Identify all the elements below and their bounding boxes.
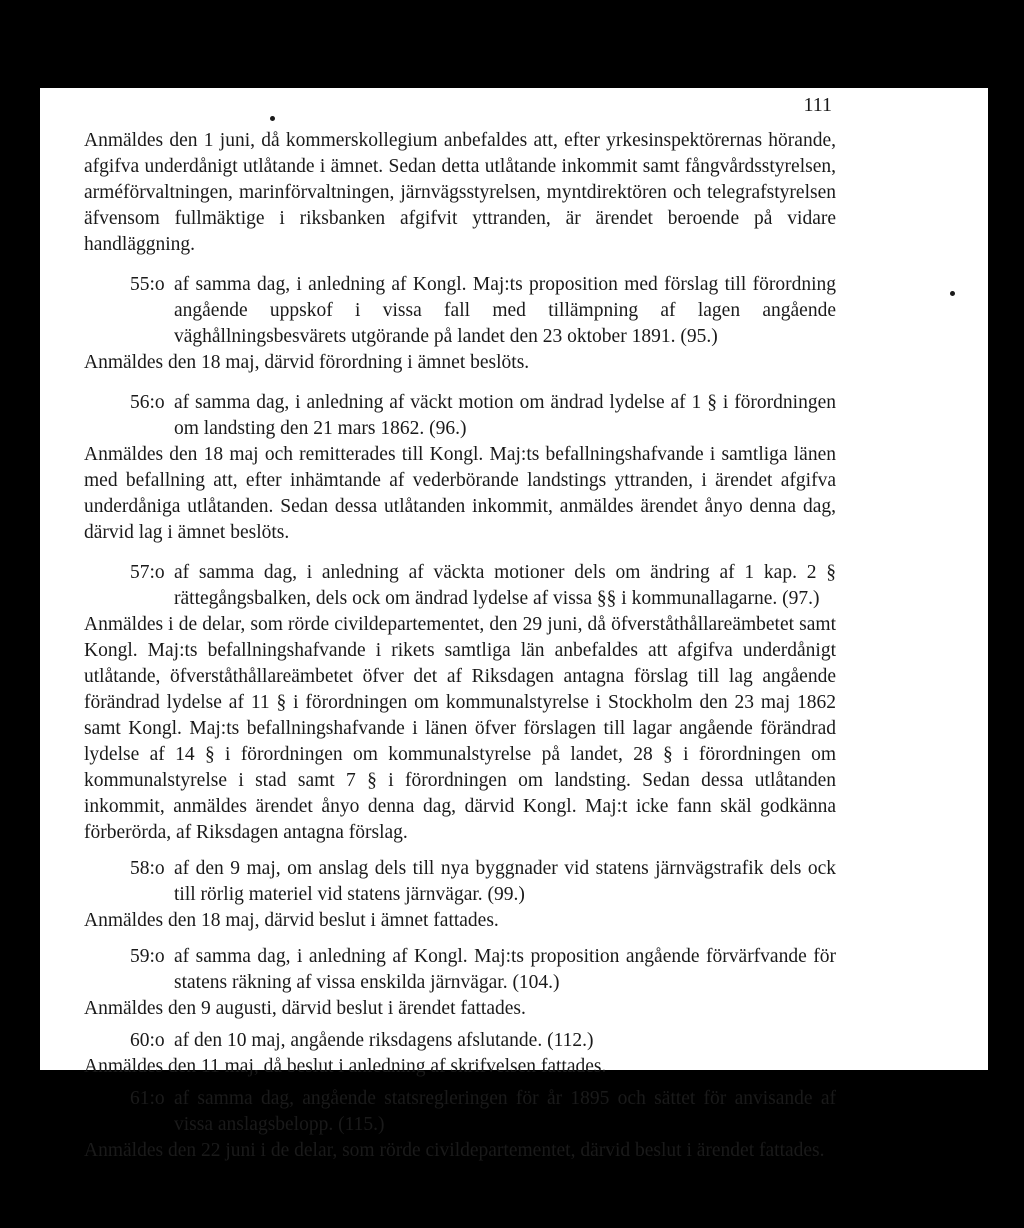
entry-number: 55:o	[130, 274, 165, 295]
paragraph: Anmäldes i de delar, som rörde civildepartementet, den 29 juni, då öfverståthållareämbetet samt Kongl. Maj:ts befallningshafvande i rikets samtliga län anbefaldes att afgifva underdånigt utlåtande, öfverståthållareämbetet öfver det af Riksdagen antagna förslag till lag angående förändrad lydelse af 11 § i förordningen om kommunalstyrelse i Stockholm den 23 maj 1862 samt Kongl. Maj:ts befallningshafvande i länen öfver förslagen till lagar angående förändrad lydelse af 14 § i förordningen om kommunalstyrelse på landet, 28 § i förordningen om kommunalstyrelse i stad samt 7 § i förordningen om landsting. Sedan dessa utlåtanden inkommit, anmäldes ärendet ånyo denna dag, därvid Kongl. Maj:t icke fann skäl godkänna förberörda, af Riksdagen antagna förslag.	[84, 614, 836, 843]
paragraph: Anmäldes den 18 maj och remitterades till Kongl. Maj:ts befallningshafvande i samtliga länen med befallning att, efter inhämtande af vederbörande landstings yttranden, i ärendet afgifva underdåniga utlåtanden. Sedan dessa utlåtanden inkommit, anmäldes ärendet ånyo denna dag, därvid lag i ämnet beslöts.	[84, 444, 836, 543]
entry-number: 60:o	[130, 1030, 165, 1051]
register-entry	[84, 1086, 836, 1138]
entry-text: af samma dag, i anledning af Kongl. Maj:ts proposition med förslag till förordning angående uppskof i vissa fall med tillämpning af lagen angående väghållningsbesvärets utgörande på landet den 23 oktober 1891. (95.)	[174, 274, 836, 347]
paragraph: Anmäldes den 9 augusti, därvid beslut i ärendet fattades.	[84, 998, 526, 1019]
entry-text: af samma dag, i anledning af väckt motion om ändrad lydelse af 1 § i förordningen om landsting den 21 mars 1862. (96.)	[174, 392, 836, 439]
scan-border-top	[0, 0, 1024, 88]
speck-mark	[950, 291, 955, 296]
paragraph: Anmäldes den 18 maj, därvid beslut i ämnet fattades.	[84, 910, 499, 931]
register-entry	[84, 390, 836, 442]
page-number: 111	[803, 94, 832, 116]
paragraph: Anmäldes den 22 juni i de delar, som rörde civildepartementet, därvid beslut i ärendet fattades.	[84, 1140, 825, 1161]
page-body	[84, 128, 836, 1164]
register-entry	[84, 856, 836, 908]
entry-number: 58:o	[130, 858, 165, 879]
entry-number: 56:o	[130, 392, 165, 413]
paragraph: Anmäldes den 11 maj, då beslut i anledning af skrifvelsen fattades.	[84, 1056, 607, 1077]
entry-number: 61:o	[130, 1088, 165, 1109]
entry-text: af samma dag, i anledning af Kongl. Maj:ts proposition angående förvärfvande för statens räkning af vissa enskilda järnvägar. (104.)	[174, 946, 836, 993]
entry-number: 59:o	[130, 946, 165, 967]
entry-text: af samma dag, i anledning af väckta motioner dels om ändring af 1 kap. 2 § rättegångsbalken, dels ock om ändrad lydelse af vissa §§ i kommunallagarne. (97.)	[174, 562, 836, 609]
entry-text: af den 10 maj, angående riksdagens afslutande. (112.)	[174, 1030, 594, 1051]
entry-number: 57:o	[130, 562, 165, 583]
register-entry	[84, 1028, 836, 1054]
paragraph: Anmäldes den 1 juni, då kommerskollegium anbefaldes att, efter yrkesinspektörernas hörande, afgifva underdånigt utlåtande i ämnet. Sedan detta utlåtande inkommit samt fångvårdsstyrelsen, arméförvaltningen, marinförvaltningen, järnvägsstyrelsen, myntdirektören och telegrafstyrelsen äfvensom fullmäktige i riksbanken afgifvit yttranden, är ärendet beroende på vidare handläggning.	[84, 130, 836, 255]
entry-text: af den 9 maj, om anslag dels till nya byggnader vid statens järnvägstrafik dels ock till rörlig materiel vid statens järnvägar. (99.)	[174, 858, 836, 905]
paragraph: Anmäldes den 18 maj, därvid förordning i ämnet beslöts.	[84, 352, 530, 373]
entry-text: af samma dag, angående statsregleringen för år 1895 och sättet för anvisande af vissa anslagsbelopp. (115.)	[174, 1088, 836, 1135]
speck-mark	[270, 116, 275, 121]
register-entry	[84, 272, 836, 350]
scan-border-left	[0, 0, 40, 1228]
scan-border-right	[988, 0, 1024, 1228]
register-entry	[84, 944, 836, 996]
register-entry	[84, 560, 836, 612]
